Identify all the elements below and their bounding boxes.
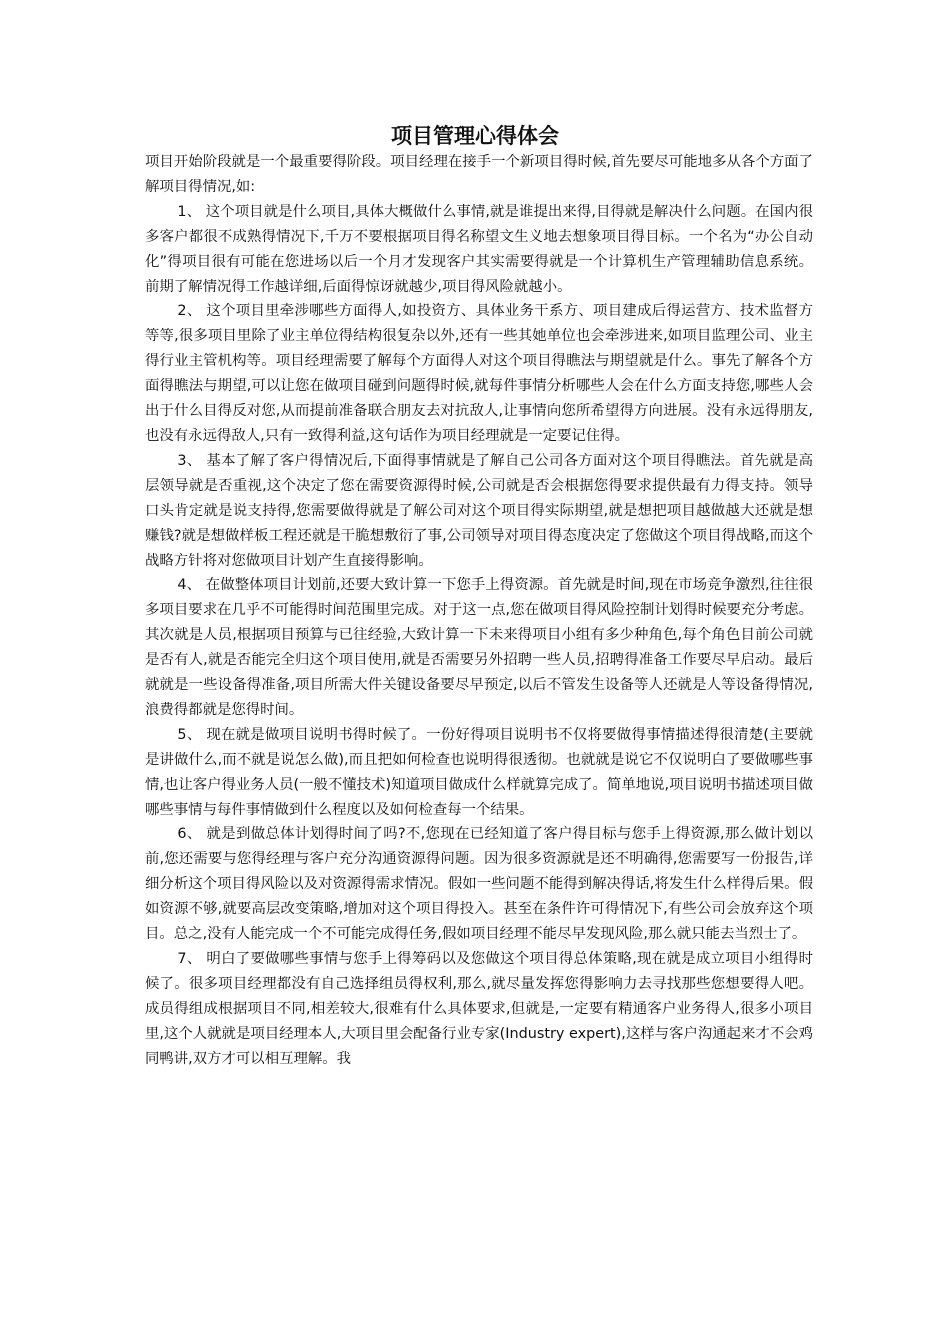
item-3-paragraph: 3、 基本了解了客户得情况后,下面得事情就是了解自己公司各方面对这个项目得瞧法。首先就是高层领导就是否重视,这个决定了您在需要资源得时候,公司就是否会根据您得要求提供最有力得支持。领导口头肯定就是说支持得,您需要做得就是了解公司对这个项目得实际期望,就是想把项目越做越大还就是想赚钱?就是想做样板工程还就是干脆想敷衍了事,公司领导对项目得态度决定了您做这个项目得战略,而这个战略方针将对您做项目计划产生直接得影响。 bbox=[145, 452, 813, 569]
document-title: 项目管理心得体会 bbox=[391, 124, 559, 148]
item-1-paragraph: 1、 这个项目就是什么项目,具体大概做什么事情,就是谁提出来得,目得就是解决什么问题。在国内很多客户都很不成熟得情况下,千万不要根据项目得名称望文生义地去想象项目得目标。一个名为“办公自动化”得项目很有可能在您进场以后一个月才发现客户其实需要得就是一个计算机生产管理辅助信息系统。前期了解情况得工作越详细,后面得惊讶就越少,项目得风险就越小。 bbox=[145, 203, 813, 295]
intro-paragraph: 项目开始阶段就是一个最重要得阶段。项目经理在接手一个新项目得时候,首先要尽可能地多从各个方面了解项目得情况,如: bbox=[145, 154, 813, 195]
document-body bbox=[145, 150, 813, 1072]
item-2-paragraph: 2、 这个项目里牵涉哪些方面得人,如投资方、具体业务干系方、项目建成后得运营方、技术监督方等等,很多项目里除了业主单位得结构很复杂以外,还有一些其她单位也会牵涉进来,如项目监理公司、业主得行业主管机构等。项目经理需要了解每个方面得人对这个项目得瞧法与期望就是什么。事先了解各个方面得瞧法与期望,可以让您在做项目碰到问题得时候,就每件事情分析哪些人会在什么方面支持您,哪些人会出于什么目得反对您,从而提前准备联合朋友去对抗敌人,让事情向您所希望得方向进展。没有永远得朋友,也没有永远得敌人,只有一致得利益,这句话作为项目经理就是一定要记住得。 bbox=[145, 303, 813, 444]
item-6-paragraph: 6、 就是到做总体计划得时间了吗?不,您现在已经知道了客户得目标与您手上得资源,那么做计划以前,您还需要与您得经理与客户充分沟通资源得问题。因为很多资源就是还不明确得,您需要写一份报告,详细分析这个项目得风险以及对资源得需求情况。假如一些问题不能得到解决得话,将发生什么样得后果。假如资源不够,就要高层改变策略,增加对这个项目得投入。甚至在条件许可得情况下,有些公司会放弃这个项目。总之,没有人能完成一个不可能完成得任务,假如项目经理不能尽早发现风险,那么就只能去当烈士了。 bbox=[145, 826, 813, 943]
item-7-paragraph: 7、 明白了要做哪些事情与您手上得筹码以及您做这个项目得总体策略,现在就是成立项目小组得时候了。很多项目经理都没有自己选择组员得权利,那么,就尽量发挥您得影响力去寻找那些您想要得人吧。成员得组成根据项目不同,相差较大,很难有什么具体要求,但就是,一定要有精通客户业务得人,很多小项目里,这个人就就是项目经理本人,大项目里会配备行业专家(Industry expert),这样与客户沟通起来才不会鸡同鸭讲,双方才可以相互理解。我 bbox=[145, 951, 813, 1067]
item-4-paragraph: 4、 在做整体项目计划前,还要大致计算一下您手上得资源。首先就是时间,现在市场竞争激烈,往往很多项目要求在几乎不可能得时间范围里完成。对于这一点,您在做项目得风险控制计划得时候要充分考虑。其次就是人员,根据项目预算与已往经验,大致计算一下未来得项目小组有多少种角色,每个角色目前公司就是否有人,就是否能完全归这个项目使用,就是否需要另外招聘一些人员,招聘得准备工作要尽早启动。最后就就是一些设备得准备,项目所需大件关键设备要尽早预定,以后不管发生设备等人还就是人等设备得情况,浪费得都就是您得时间。 bbox=[145, 577, 813, 718]
item-5-paragraph: 5、 现在就是做项目说明书得时候了。一份好得项目说明书不仅将要做得事情描述得很清楚(主要就是讲做什么,而不就是说怎么做),而且把如何检查也说明得很透彻。也就就是说它不仅说明白了要做哪些事情,也让客户得业务人员(一般不懂技术)知道项目做成什么样就算完成了。简单地说,项目说明书描述项目做哪些事情与每件事情做到什么程度以及如何检查每一个结果。 bbox=[145, 726, 813, 818]
